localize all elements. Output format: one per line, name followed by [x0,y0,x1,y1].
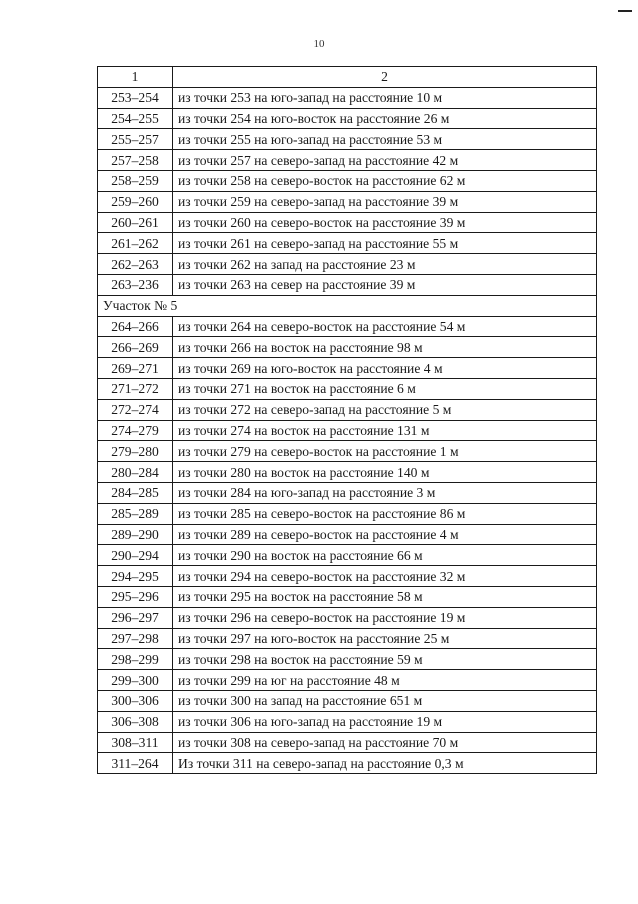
segment-code: 306–308 [98,711,173,732]
table-row [98,274,597,295]
segment-description: из точки 285 на северо-восток на расстояние 86 м [173,503,597,524]
segment-description: из точки 299 на юг на расстояние 48 м [173,670,597,691]
segment-code: 264–266 [98,316,173,337]
segment-description: из точки 308 на северо-запад на расстояние 70 м [173,732,597,753]
segment-code: 269–271 [98,358,173,379]
segment-code: 254–255 [98,108,173,129]
boundary-points-table [97,66,597,774]
segment-code: 253–254 [98,87,173,108]
segment-code: 294–295 [98,566,173,587]
segment-description: из точки 271 на восток на расстояние 6 м [173,378,597,399]
segment-description: из точки 296 на северо-восток на расстояние 19 м [173,607,597,628]
column-header-1: 1 [98,67,173,88]
column-header-2: 2 [173,67,597,88]
segment-code: 289–290 [98,524,173,545]
rows-group-a [98,87,597,295]
segment-description: из точки 279 на северо-восток на расстояние 1 м [173,441,597,462]
table-row [98,670,597,691]
segment-description: из точки 300 на запад на расстояние 651 м [173,690,597,711]
segment-description: из точки 289 на северо-восток на расстояние 4 м [173,524,597,545]
table-row [98,503,597,524]
table-row [98,586,597,607]
segment-description: Из точки 311 на северо-запад на расстояние 0,3 м [173,753,597,774]
segment-code: 300–306 [98,690,173,711]
segment-code: 280–284 [98,462,173,483]
table-row [98,628,597,649]
segment-code: 311–264 [98,753,173,774]
segment-description: из точки 263 на север на расстояние 39 м [173,274,597,295]
segment-description: из точки 258 на северо-восток на расстояние 62 м [173,170,597,191]
segment-description: из точки 262 на запад на расстояние 23 м [173,254,597,275]
segment-code: 295–296 [98,586,173,607]
segment-code: 261–262 [98,233,173,254]
segment-description: из точки 295 на восток на расстояние 58 м [173,586,597,607]
segment-description: из точки 261 на северо-запад на расстояние 55 м [173,233,597,254]
segment-code: 271–272 [98,378,173,399]
segment-description: из точки 306 на юго-запад на расстояние 19 м [173,711,597,732]
segment-description: из точки 260 на северо-восток на расстояние 39 м [173,212,597,233]
section-row [98,295,597,316]
segment-code: 260–261 [98,212,173,233]
page-number: 10 [313,38,325,50]
table-row [98,441,597,462]
table-row [98,150,597,171]
table-row [98,358,597,379]
segment-description: из точки 297 на юго-восток на расстояние 25 м [173,628,597,649]
segment-code: 266–269 [98,337,173,358]
segment-code: 272–274 [98,399,173,420]
segment-code: 296–297 [98,607,173,628]
table-row [98,462,597,483]
table-row [98,233,597,254]
segment-code: 297–298 [98,628,173,649]
table-row [98,212,597,233]
segment-description: из точки 264 на северо-восток на расстояние 54 м [173,316,597,337]
segment-description: из точки 253 на юго-запад на расстояние 10 м [173,87,597,108]
rows-group-b [98,316,597,774]
table-row [98,129,597,150]
table-row [98,87,597,108]
table-row [98,732,597,753]
segment-description: из точки 290 на восток на расстояние 66 м [173,545,597,566]
segment-code: 274–279 [98,420,173,441]
table-row [98,399,597,420]
segment-code: 284–285 [98,482,173,503]
table-row [98,170,597,191]
table-row [98,711,597,732]
segment-description: из точки 269 на юго-восток на расстояние 4 м [173,358,597,379]
segment-code: 308–311 [98,732,173,753]
segment-code: 298–299 [98,649,173,670]
segment-description: из точки 259 на северо-запад на расстояние 39 м [173,191,597,212]
segment-description: из точки 272 на северо-запад на расстояние 5 м [173,399,597,420]
segment-code: 257–258 [98,150,173,171]
table-row [98,108,597,129]
table-row [98,337,597,358]
table-row [98,420,597,441]
segment-description: из точки 254 на юго-восток на расстояние 26 м [173,108,597,129]
segment-description: из точки 298 на восток на расстояние 59 м [173,649,597,670]
segment-description: из точки 284 на юго-запад на расстояние 3 м [173,482,597,503]
segment-code: 262–263 [98,254,173,275]
scan-mark [618,10,632,12]
section-label: Участок № 5 [98,295,597,316]
table-row [98,482,597,503]
segment-code: 279–280 [98,441,173,462]
table-row [98,649,597,670]
table-row [98,316,597,337]
table-row [98,378,597,399]
segment-description: из точки 274 на восток на расстояние 131 м [173,420,597,441]
segment-code: 263–236 [98,274,173,295]
segment-description: из точки 255 на юго-запад на расстояние 53 м [173,129,597,150]
segment-code: 255–257 [98,129,173,150]
segment-description: из точки 294 на северо-восток на расстояние 32 м [173,566,597,587]
table-row [98,254,597,275]
segment-description: из точки 257 на северо-запад на расстояние 42 м [173,150,597,171]
table-row [98,690,597,711]
segment-code: 299–300 [98,670,173,691]
table-header-row [98,67,597,88]
segment-code: 259–260 [98,191,173,212]
segment-code: 290–294 [98,545,173,566]
table-row [98,607,597,628]
segment-description: из точки 266 на восток на расстояние 98 м [173,337,597,358]
table-row [98,545,597,566]
table-row [98,753,597,774]
table-row [98,566,597,587]
segment-code: 258–259 [98,170,173,191]
table-row [98,191,597,212]
segment-description: из точки 280 на восток на расстояние 140 м [173,462,597,483]
table-row [98,524,597,545]
segment-code: 285–289 [98,503,173,524]
